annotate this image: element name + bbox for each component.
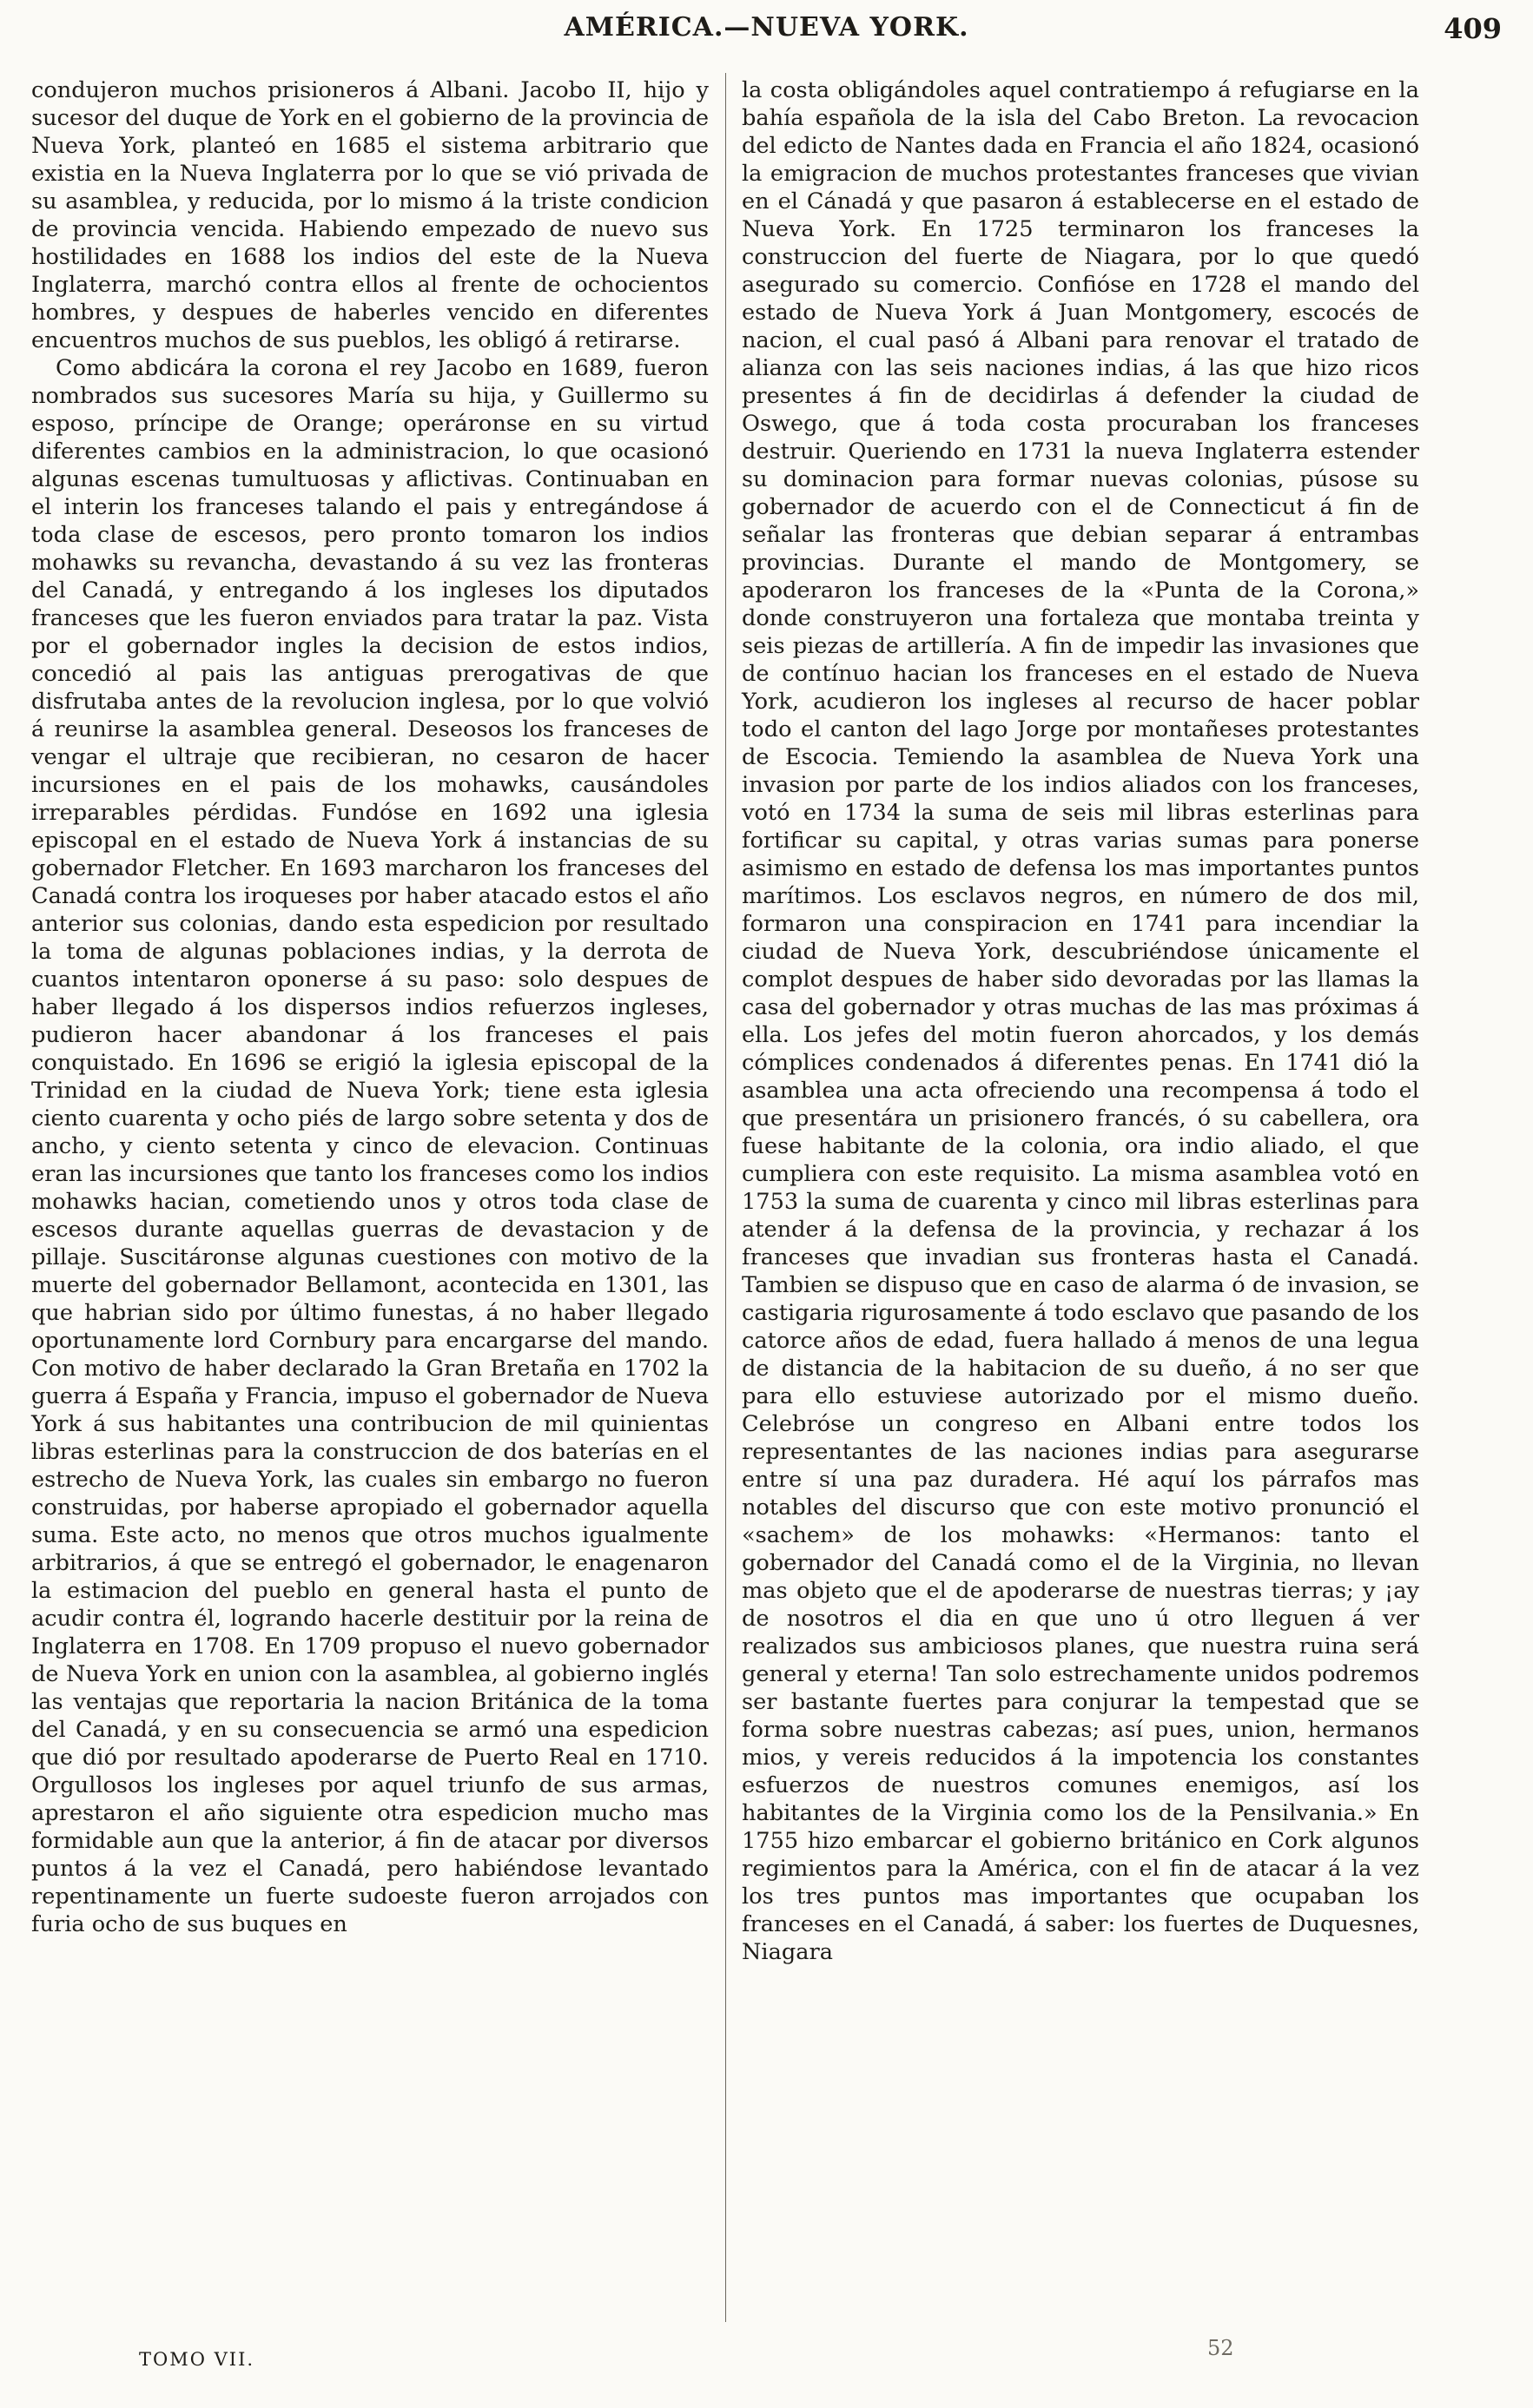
paragraph: condujeron muchos prisioneros á Albani. Jacobo II, hijo y sucesor del duque de York en el gobierno de la provincia de Nueva York, planteó en 1685 el sistema arbitrario que existia en la Nueva Inglaterra por lo que se vió privada de su asamblea, y reducida, por lo mismo á la triste condicion de provincia vencida. Habiendo empezado de nuevo sus hostilidades en 1688 los indios del este de la Nueva Inglaterra, marchó contra ellos al frente de ochocientos hombres, y despues de haberles vencido en diferentes encuentros muchos de sus pueblos, les obligó á retirarse.	[31, 77, 709, 353]
column-divider	[725, 73, 726, 2322]
paragraph: Como abdicára la corona el rey Jacobo en 1689, fueron nombrados sus sucesores María su hija, y Guillermo su esposo, príncipe de Orange; operáronse en su virtud diferentes cambios en la administracion, lo que ocasionó algunas escenas tumultuosas y aflictivas. Continuaban en el interin los franceses talando el pais y entregándose á toda clase de escesos, pero pronto tomaron los indios mohawks su revancha, devastando á su vez las fronteras del Canadá, y entregando á los ingleses los diputados franceses que les fueron enviados para tratar la paz. Vista por el gobernador ingles la decision de estos indios, concedió al pais las antiguas prerogativas de que disfrutaba antes de la revolucion inglesa, por lo que volvió á reunirse la asamblea general. Deseosos los franceses de vengar el ultraje que recibieran, no cesaron de hacer incursiones en el pais de los mohawks, causándoles irreparables pérdidas. Fundóse en 1692 una iglesia episcopal en el estado de Nueva York á instancias de su gobernador Fletcher. En 1693 marcharon los franceses del Canadá contra los iroqueses por haber atacado estos el año anterior sus colonias, dando esta espedicion por resultado la toma de algunas poblaciones indias, y la derrota de cuantos intentaron oponerse á su paso: solo despues de haber llegado á los dispersos indios refuerzos ingleses, pudieron hacer abandonar á los franceses el pais conquistado. En 1696 se erigió la iglesia episcopal de la Trinidad en la ciudad de Nueva York; tiene esta iglesia ciento cuarenta y ocho piés de largo sobre setenta y dos de ancho, y ciento setenta y cinco de elevacion. Continuas eran las incursiones que tanto los franceses como los indios mohawks hacian, cometiendo unos y otros toda clase de escesos durante aquellas guerras de devastacion y de pillaje. Suscitáronse algunas cuestiones con motivo de la muerte del gobernador Bellamont, acontecida en 1301, las que habrian sido por último funestas, á no haber llegado oportunamente lord Cornbury para encargarse del mando. Con motivo de haber declarado la Gran Bretaña en 1702 la guerra á España y Francia, impuso el gobernador de Nueva York á sus habitantes una contribucion de mil quinientas libras esterlinas para la construccion de dos baterías en el estrecho de Nueva York, las cuales sin embargo no fueron construidas, por haberse apropiado el gobernador aquella suma. Este acto, no menos que otros muchos igualmente arbitrarios, á que se entregó el gobernador, le enagenaron la estimacion del pueblo en general hasta el punto de acudir contra él, logrando hacerle destituir por la reina de Inglaterra en 1708. En 1709 propuso el nuevo gobernador de Nueva York en union con la asamblea, al gobierno inglés las ventajas que reportaria la nacion Británica de la toma del Canadá, y en su consecuencia se armó una espedicion que dió por resultado apoderarse de Puerto Real en 1710. Orgullosos los ingleses por aquel triunfo de sus armas, aprestaron el año siguiente otra espedicion mucho mas formidable aun que la anterior, á fin de atacar por diversos puntos á la vez el Canadá, pero habiéndose levantado repentinamente un fuerte sudoeste fueron arrojados con furia ocho de sus buques en	[31, 355, 709, 1937]
right-column	[742, 76, 1419, 1966]
volume-label: TOMO VII.	[139, 2349, 255, 2370]
paragraph: la costa obligándoles aquel contratiempo á refugiarse en la bahía española de la isla del Cabo Breton. La revocacion del edicto de Nantes dada en Francia el año 1824, ocasionó la emigracion de muchos protestantes franceses que vivian en el Cánadá y que pasaron á establecerse en el estado de Nueva York. En 1725 terminaron los franceses la construccion del fuerte de Niagara, por lo que quedó asegurado su comercio. Confióse en 1728 el mando del estado de Nueva York á Juan Montgomery, escocés de nacion, el cual pasó á Albani para renovar el tratado de alianza con las seis naciones indias, á las que hizo ricos presentes á fin de decidirlas á defender la ciudad de Oswego, que á toda costa procuraban los franceses destruir. Queriendo en 1731 la nueva Inglaterra estender su dominacion para formar nuevas colonias, púsose su gobernador de acuerdo con el de Connecticut á fin de señalar las fronteras que debian separar á entrambas provincias. Durante el mando de Montgomery, se apoderaron los franceses de la «Punta de la Corona,» donde construyeron una fortaleza que montaba treinta y seis piezas de artillería. A fin de impedir las invasiones que de contínuo hacian los franceses en el estado de Nueva York, acudieron los ingleses al recurso de hacer poblar todo el canton del lago Jorge por montañeses protestantes de Escocia. Temiendo la asamblea de Nueva York una invasion por parte de los indios aliados con los franceses, votó en 1734 la suma de seis mil libras esterlinas para fortificar su capital, y otras varias sumas para ponerse asimismo en estado de defensa los mas importantes puntos marítimos. Los esclavos negros, en número de dos mil, formaron una conspiracion en 1741 para incendiar la ciudad de Nueva York, descubriéndose únicamente el complot despues de haber sido devoradas por las llamas la casa del gobernador y otras muchas de las mas próximas á ella. Los jefes del motin fueron ahorcados, y los demás cómplices condenados á diferentes penas. En 1741 dió la asamblea una acta ofreciendo una recompensa á todo el que presentára un prisionero francés, ó su cabellera, ora fuese habitante de la colonia, ora indio aliado, el que cumpliera con este requisito. La misma asamblea votó en 1753 la suma de cuarenta y cinco mil libras esterlinas para atender á la defensa de la provincia, y rechazar á los franceses que invadian sus fronteras hasta el Canadá. Tambien se dispuso que en caso de alarma ó de invasion, se castigaria rigurosamente á todo esclavo que pasando de los catorce años de edad, fuera hallado á menos de una legua de distancia de la habitacion de su dueño, á no ser que para ello estuviese autorizado por el mismo dueño. Celebróse un congreso en Albani entre todos los representantes de las naciones indias para asegurarse entre sí una paz duradera. Hé aquí los párrafos mas notables del discurso que con este motivo pronunció el «sachem» de los mohawks: «Hermanos: tanto el gobernador del Canadá como el de la Virginia, no llevan mas objeto que el de apoderarse de nuestras tierras; y ¡ay de nosotros el dia en que uno ú otro lleguen á ver realizados sus ambiciosos planes, que nuestra ruina será general y eterna! Tan solo estrechamente unidos podremos ser bastante fuertes para conjurar la tempestad que se forma sobre nuestras cabezas; así pues, union, hermanos mios, y vereis reducidos á la impotencia los constantes esfuerzos de nuestros comunes enemigos, así los habitantes de la Virginia como los de la Pensilvania.» En 1755 hizo embarcar el gobierno británico en Cork algunos regimientos para la América, con el fin de atacar á la vez los tres puntos mas importantes que ocupaban los franceses en el Canadá, á saber: los fuertes de Duquesnes, Niagara	[742, 77, 1419, 1965]
running-head: AMÉRICA.—NUEVA YORK.	[564, 12, 969, 43]
signature-mark: 52	[1207, 2336, 1234, 2360]
page-number: 409	[1444, 12, 1502, 45]
left-column	[31, 76, 709, 1938]
page-header	[0, 7, 1533, 59]
